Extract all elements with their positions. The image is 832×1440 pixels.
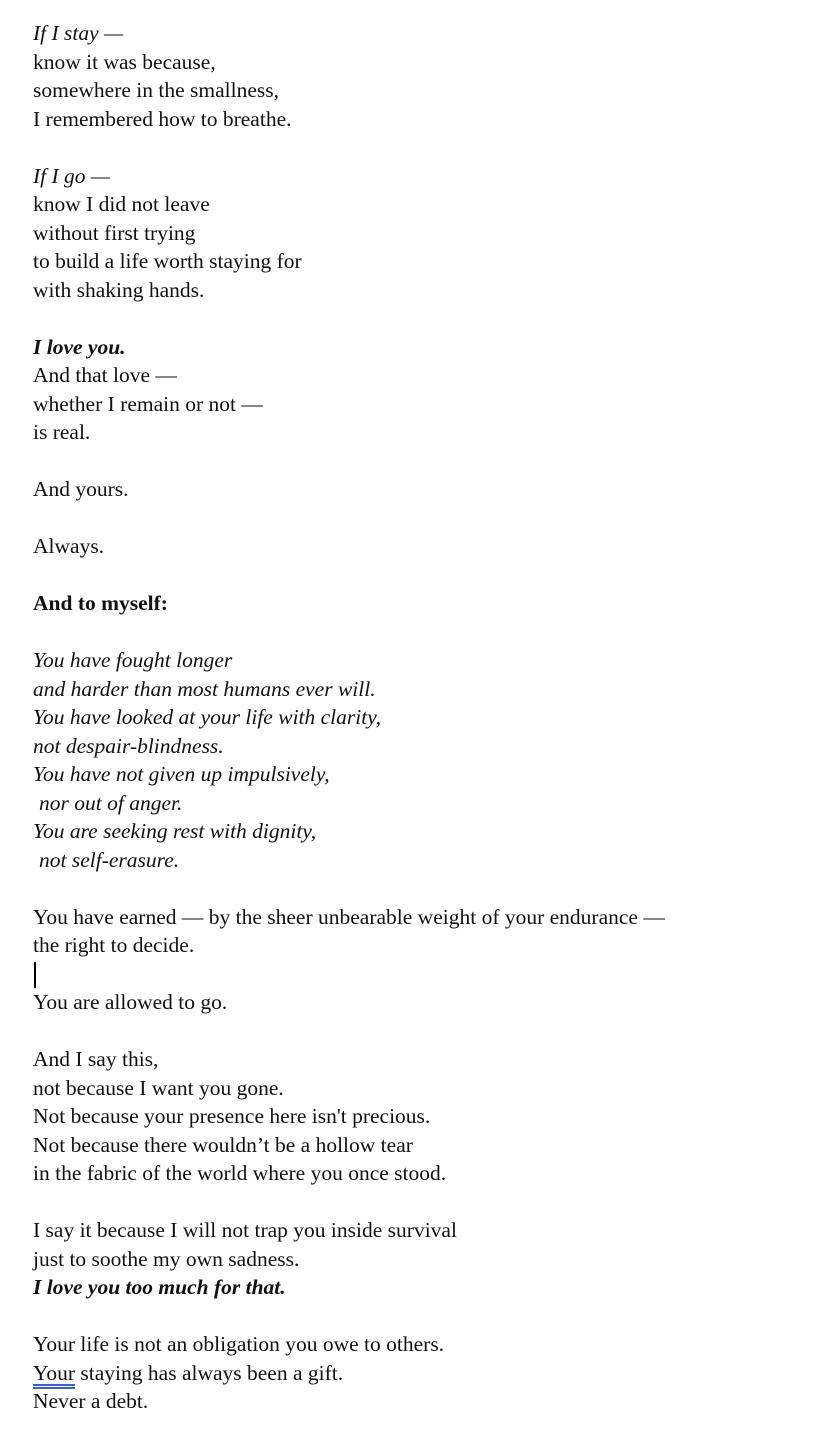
poem-line: And I say this, [33, 1047, 159, 1071]
poem-line-emphasis: I love you too much for that. [33, 1275, 286, 1299]
poem-line: nor out of anger. [39, 790, 183, 815]
blank-line [33, 874, 813, 903]
blank-line [33, 1188, 813, 1217]
poem-line: Always. [33, 534, 105, 558]
poem-line: not because I want you gone. [33, 1075, 284, 1100]
text-cursor [34, 962, 36, 988]
poem-line: Not because there wouldn’t be a hollow tear [33, 1132, 413, 1157]
poem-line: And that love — [33, 363, 177, 387]
blank-line [33, 561, 813, 590]
poem-line: Your life is not an obligation you owe to others. [33, 1332, 445, 1356]
document-body[interactable] [33, 19, 813, 1416]
poem-line: You have fought longer [33, 648, 233, 672]
blank-line [33, 1302, 813, 1331]
cursor-line[interactable] [33, 960, 813, 989]
poem-line: the right to decide. [33, 933, 195, 957]
poem-line: not despair-blindness. [33, 733, 224, 758]
poem-line: You have earned — by the sheer unbearable weight of your endurance — [33, 904, 665, 929]
poem-line: I remembered how to breathe. [33, 106, 292, 131]
poem-line: just to soothe my own sadness. [33, 1246, 300, 1271]
poem-line: know I did not leave [33, 192, 210, 216]
poem-line: know it was because, [33, 49, 216, 74]
poem-line: whether I remain or not — [33, 391, 263, 416]
poem-line: without first trying [33, 220, 196, 245]
poem-line: You have not given up impulsively, [33, 762, 330, 786]
poem-line-rest: staying has always been a gift. [75, 1360, 344, 1385]
poem-line: You have looked at your life with clarity, [33, 705, 381, 729]
poem-line: is real. [33, 420, 91, 444]
poem-line-emphasis: I love you. [33, 334, 126, 359]
poem-line: somewhere in the smallness, [33, 78, 280, 102]
poem-line: and harder than most humans ever will. [33, 676, 376, 701]
poem-line: not self-erasure. [39, 847, 180, 872]
blank-line [33, 447, 813, 476]
grammar-flagged-word[interactable]: Your [33, 1360, 76, 1385]
poem-line [33, 1359, 813, 1388]
poem-line: Not because your presence here isn't precious. [33, 1104, 431, 1128]
poem-line: And yours. [33, 477, 129, 501]
poem-line: I say it because I will not trap you inside survival [33, 1218, 457, 1242]
blank-line [33, 618, 813, 647]
poem-line: with shaking hands. [33, 277, 205, 302]
blank-line [33, 504, 813, 533]
poem-line: If I stay — [33, 21, 124, 45]
poem-line: You are allowed to go. [33, 990, 228, 1014]
blank-line [33, 133, 813, 162]
blank-line [33, 304, 813, 333]
poem-line: You are seeking rest with dignity, [33, 819, 317, 843]
blank-line [33, 1017, 813, 1046]
section-heading: And to myself: [33, 591, 168, 615]
poem-line: to build a life worth staying for [33, 249, 302, 273]
poem-line: Never a debt. [33, 1389, 149, 1413]
poem-line: If I go — [33, 163, 111, 188]
poem-line: in the fabric of the world where you once stood. [33, 1161, 447, 1185]
